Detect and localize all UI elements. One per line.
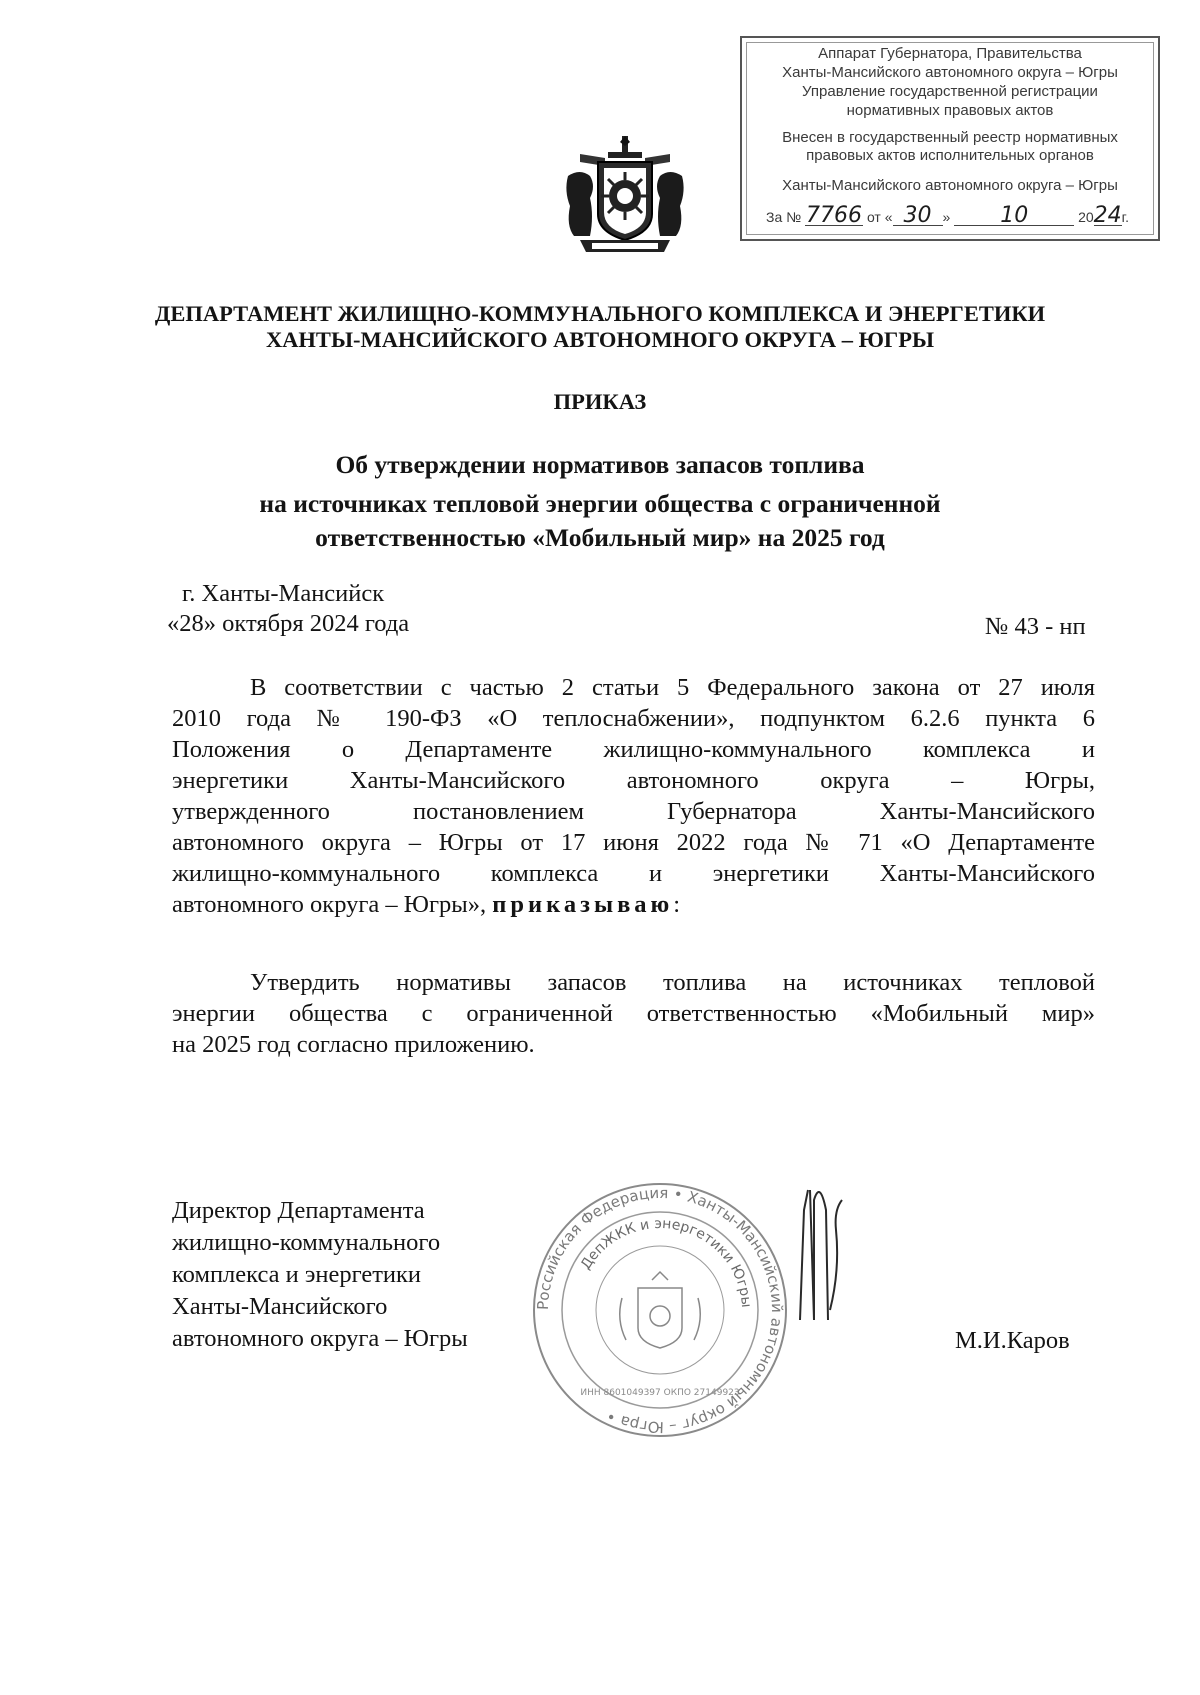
title-line-3: ответственностью «Мобильный мир» на 2025 год — [315, 523, 885, 552]
reg-day: 30 — [893, 206, 943, 226]
department-name-line-1: ДЕПАРТАМЕНТ ЖИЛИЩНО-КОММУНАЛЬНОГО КОМПЛЕКСА И ЭНЕРГЕТИКИ — [154, 301, 1046, 326]
stamp-line-7: Ханты-Мансийского автономного округа – Югры — [782, 177, 1118, 194]
reg-year-suffix: г. — [1121, 209, 1129, 225]
signatory-name: М.И.Каров — [955, 1327, 1070, 1354]
signatory-line-2: жилищно-коммунального — [172, 1229, 441, 1256]
document-city: г. Ханты-Мансийск — [182, 580, 385, 607]
stamp-registration-date — [766, 203, 1148, 228]
document-number: № 43 - нп — [985, 613, 1086, 640]
signatory-line-1: Директор Департамента — [172, 1197, 425, 1224]
order-colon: : — [673, 891, 681, 918]
reg-from: от « — [866, 209, 893, 225]
registration-stamp — [740, 36, 1160, 241]
resolution-paragraph — [172, 967, 1095, 1060]
signatory-line-4: Ханты-Мансийского — [172, 1293, 388, 1320]
preamble-line-3: Положения о Департаменте жилищно-коммунального комплекса и — [172, 736, 1095, 763]
reg-year: 24 — [1093, 203, 1122, 228]
preamble-line-8 — [172, 889, 1095, 920]
seal-bottom-text: ИНН 8601049397 ОКПО 27149923 — [580, 1388, 740, 1398]
seal-outer-text: Российская Федерация • Ханты-Мансийский автономный округ – Югра • — [533, 1183, 787, 1437]
reg-year-prefix: 20 — [1078, 209, 1094, 225]
official-seal — [530, 1180, 790, 1440]
resolution-line-2: энергии общества с ограниченной ответственностью «Мобильный мир» — [172, 1000, 1095, 1027]
signatory-block — [172, 1195, 468, 1355]
resolution-line-3: на 2025 год согласно приложению. — [172, 1031, 535, 1058]
document-date: «28» октября 2024 года — [167, 610, 410, 637]
reg-month: 10 — [954, 206, 1074, 226]
seal-emblem-icon — [620, 1272, 701, 1348]
stamp-line-1: Аппарат Губернатора, Правительства — [818, 45, 1082, 62]
preamble-last-text: автономного округа – Югры», — [172, 891, 487, 918]
stamp-line-5: Внесен в государственный реестр нормативных — [782, 129, 1118, 146]
title-line-1: Об утверждении нормативов запасов топлива — [335, 450, 865, 479]
reg-mid: » — [942, 209, 951, 225]
preamble-line-7: жилищно-коммунального комплекса и энергетики Ханты-Мансийского — [172, 860, 1095, 887]
stamp-line-4: нормативных правовых актов — [846, 102, 1054, 119]
reg-number: 7766 — [806, 203, 863, 228]
preamble-line-2: 2010 года № 190-ФЗ «О теплоснабжении», подпунктом 6.2.6 пункта 6 — [172, 705, 1095, 732]
preamble-paragraph — [172, 672, 1095, 920]
preamble-line-5: утвержденного постановлением Губернатора Ханты-Мансийского — [172, 798, 1095, 825]
seal-inner-text: ДепЖКК и энергетики Югры — [577, 1215, 755, 1309]
stamp-line-3: Управление государственной регистрации — [802, 83, 1098, 100]
signatory-line-5: автономного округа – Югры — [172, 1325, 468, 1352]
stamp-line-6: правовых актов исполнительных органов — [806, 147, 1094, 164]
department-name-line-2: ХАНТЫ-МАНСИЙСКОГО АВТОНОМНОГО ОКРУГА – ЮГРЫ — [265, 327, 935, 352]
document-type: ПРИКАЗ — [553, 389, 647, 414]
signatory-line-3: комплекса и энергетики — [172, 1261, 422, 1288]
preamble-line-4: энергетики Ханты-Мансийского автономного округа – Югры, — [172, 767, 1095, 794]
reg-prefix: За № — [766, 209, 802, 225]
coat-of-arms-emblem — [560, 136, 690, 256]
preamble-line-1: В соответствии с частью 2 статьи 5 Федерального закона от 27 июля — [250, 674, 1095, 701]
title-line-2: на источниках тепловой энергии общества с ограниченной — [259, 489, 941, 518]
preamble-line-6: автономного округа – Югры от 17 июня 2022 года № 71 «О Департаменте — [172, 829, 1095, 856]
order-word: приказываю — [492, 891, 674, 918]
handwritten-signature — [770, 1170, 870, 1330]
stamp-line-2: Ханты-Мансийского автономного округа – Югры — [782, 64, 1118, 81]
resolution-line-1: Утвердить нормативы запасов топлива на источниках тепловой — [250, 969, 1095, 996]
